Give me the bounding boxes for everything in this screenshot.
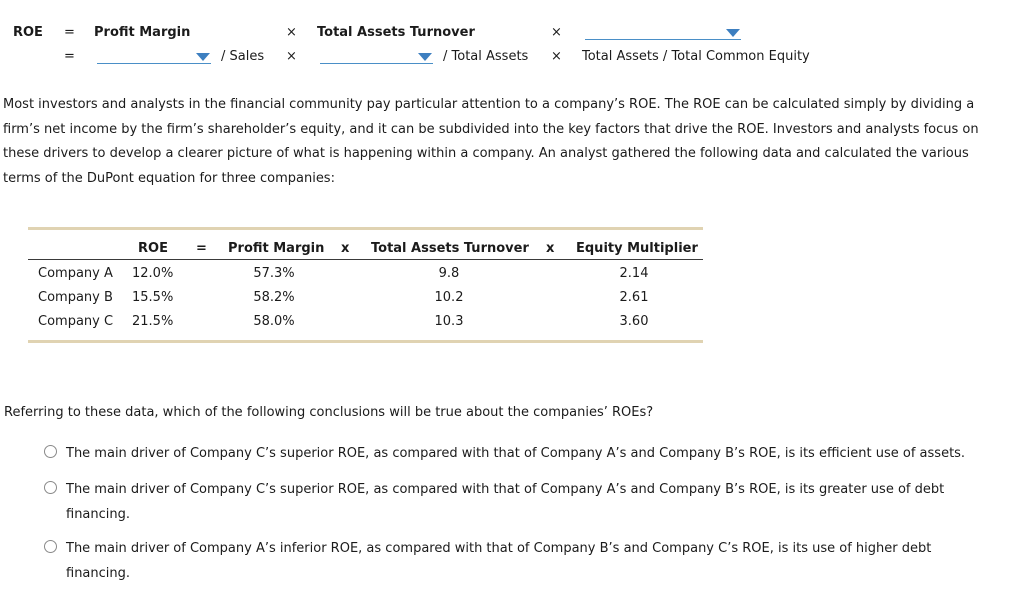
table-header-roe: ROE: [138, 241, 168, 256]
net-income-dropdown[interactable]: [97, 49, 211, 64]
table-row-company: Company B: [38, 290, 113, 305]
radio-button[interactable]: [44, 540, 57, 553]
table-row-roe: 15.5%: [132, 290, 174, 305]
table-header-times: x: [546, 241, 555, 256]
table-row-total-assets-turnover: 9.8: [438, 266, 460, 281]
table-header-equity-multiplier: Equity Multiplier: [576, 241, 698, 256]
formula-times-sign: ×: [286, 49, 297, 64]
table-header-divider: [28, 259, 703, 260]
chevron-down-icon: [196, 53, 210, 61]
table-bottom-rule: [28, 340, 703, 343]
formula-equals-sign: =: [64, 49, 75, 64]
table-row-company: Company C: [38, 314, 114, 329]
formula-total-assets-turnover-label: Total Assets Turnover: [317, 25, 475, 40]
table-row-total-assets-turnover: 10.2: [434, 290, 464, 305]
table-row-equity-multiplier: 2.61: [619, 290, 649, 305]
table-row-profit-margin: 57.3%: [253, 266, 295, 281]
radio-button[interactable]: [44, 445, 57, 458]
chevron-down-icon: [726, 29, 740, 37]
table-row-equity-multiplier: 3.60: [619, 314, 649, 329]
answer-option-text: The main driver of Company A’s inferior ROE, as compared with that of Company B’s and Company C’s ROE, is its use of higher debt financing.: [66, 541, 932, 581]
table-header-equals: =: [196, 241, 207, 256]
formula-roe-label: ROE: [13, 25, 43, 40]
answer-option-text: The main driver of Company C’s superior ROE, as compared with that of Company A’s and Company B’s ROE, is its greater use of debt financing.: [66, 482, 945, 522]
table-header-total-assets-turnover: Total Assets Turnover: [371, 241, 529, 256]
formula-profit-margin-label: Profit Margin: [94, 25, 191, 40]
formula-times-sign: ×: [551, 49, 562, 64]
question-text: Referring to these data, which of the following conclusions will be true about the companies’ ROEs?: [4, 405, 654, 420]
table-header-profit-margin: Profit Margin: [228, 241, 325, 256]
formula-equals-sign: =: [64, 25, 75, 40]
radio-button[interactable]: [44, 481, 57, 494]
table-row-roe: 21.5%: [132, 314, 174, 329]
table-row-profit-margin: 58.2%: [253, 290, 295, 305]
table-row-company: Company A: [38, 266, 113, 281]
formula-times-sign: ×: [286, 25, 297, 40]
table-top-rule: [28, 227, 703, 230]
equity-multiplier-dropdown[interactable]: [585, 25, 741, 40]
sales-dropdown[interactable]: [320, 49, 433, 64]
intro-paragraph: Most investors and analysts in the financial community pay particular attention to a company’s ROE. The ROE can be calculated simply by dividing a firm’s net income by the firm’s shareholder’s equity, and it can be subdivided into the key factors that drive the ROE. Investors and analysts focus on these drivers to develop a clearer picture of what is happening within a company. An analyst gathered the following data and calculated the various terms of the DuPont equation for three companies:: [3, 97, 979, 186]
divide-by-sales-label: / Sales: [221, 49, 265, 64]
answer-option-text: The main driver of Company C’s superior ROE, as compared with that of Company A’s and Company B’s ROE, is its efficient use of assets.: [66, 446, 966, 461]
table-row-total-assets-turnover: 10.3: [434, 314, 464, 329]
total-assets-over-equity-label: Total Assets / Total Common Equity: [582, 49, 810, 64]
divide-by-total-assets-label: / Total Assets: [443, 49, 529, 64]
table-row-roe: 12.0%: [132, 266, 174, 281]
table-row-profit-margin: 58.0%: [253, 314, 295, 329]
table-row-equity-multiplier: 2.14: [619, 266, 649, 281]
table-header-times: x: [341, 241, 350, 256]
chevron-down-icon: [418, 53, 432, 61]
formula-times-sign: ×: [551, 25, 562, 40]
